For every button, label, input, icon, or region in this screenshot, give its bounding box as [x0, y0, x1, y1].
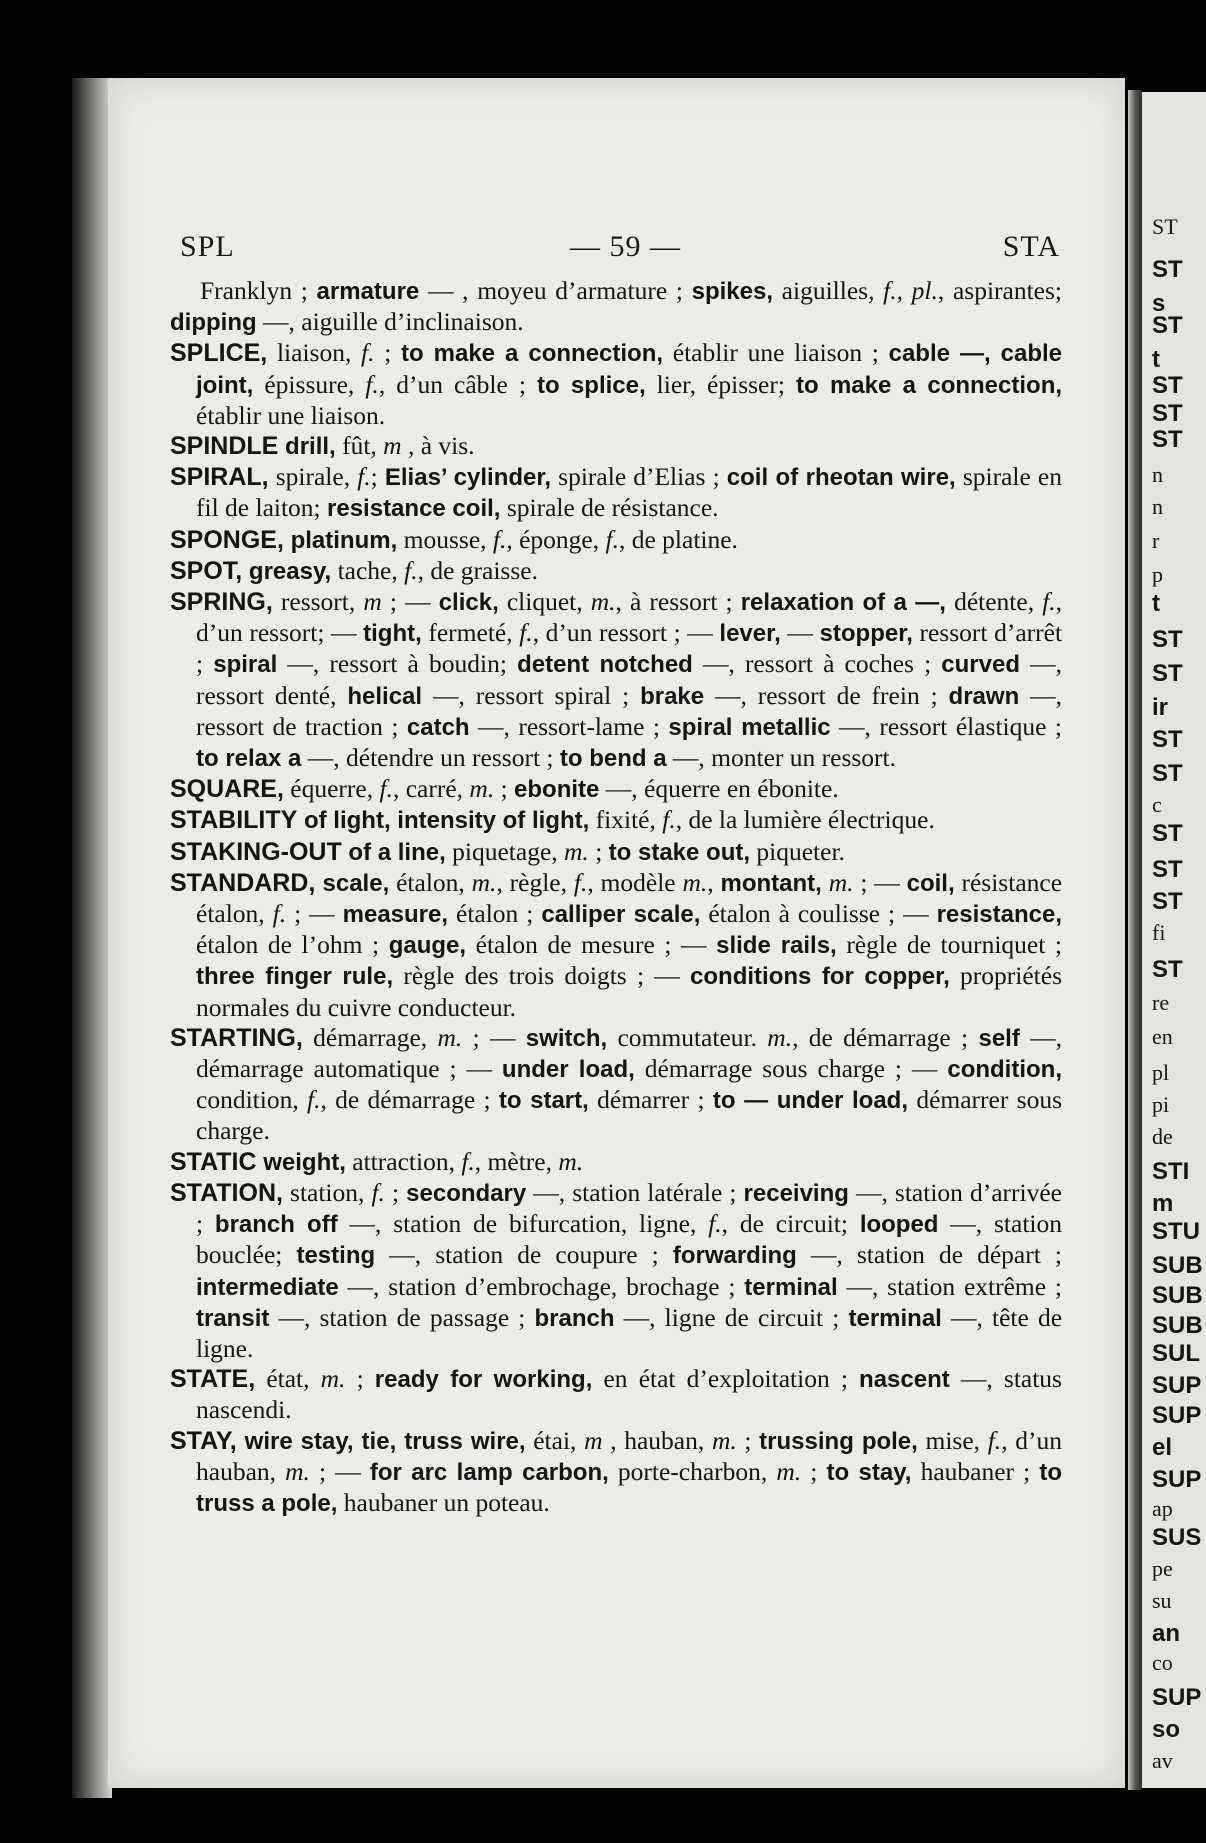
entry-text: ; [370, 462, 385, 492]
entry-gender: m [363, 587, 382, 617]
facing-page-fragment: fi [1152, 920, 1166, 945]
facing-page-fragment: ST [1152, 888, 1183, 915]
facing-page-fragment: SUP [1152, 1684, 1202, 1711]
entry-text: station, [282, 1177, 372, 1207]
entry-term: to splice, [536, 371, 646, 399]
entry-term: to relax a [196, 745, 302, 773]
entry-term: branch [534, 1304, 615, 1332]
dictionary-entry [170, 1147, 1062, 1178]
entry-text: —, monter un ressort. [666, 743, 897, 773]
entry-gender: m. [590, 587, 616, 617]
entry-term: terminal [848, 1304, 942, 1332]
entry-term: to make a connection, [795, 371, 1063, 399]
facing-page-fragment: p [1152, 562, 1163, 587]
entry-gender: m. [682, 867, 708, 897]
facing-page-fragment: ST [1152, 400, 1183, 427]
dictionary-entry [170, 431, 1062, 462]
entry-text: piquetage, [445, 836, 565, 866]
entry-text: lier, épisser; [645, 369, 796, 399]
entry-text: ; — [309, 1456, 370, 1486]
entry-text: —, ressort élastique ; [830, 711, 1063, 741]
entry-text: spirale de résistance. [500, 493, 719, 523]
entry-text: en état d’exploitation ; [592, 1364, 860, 1394]
entry-gender: f. [987, 1425, 1002, 1455]
entry-gender: f. [357, 462, 371, 492]
entry-text: ; — [462, 1022, 526, 1052]
entry-term: spikes, [691, 278, 773, 305]
entry-text: ; — [286, 899, 343, 929]
entry-headword: SQUARE, [170, 775, 284, 804]
entry-text: piqueter. [750, 836, 845, 866]
entry-headword: SPLICE, [170, 339, 268, 368]
entry-text: — , moyeu d’armature ; [419, 276, 692, 305]
entry-text: étalon de l’ohm ; [196, 930, 389, 960]
entry-text: étalon, [389, 867, 472, 897]
facing-page-fragment: pi [1152, 1092, 1170, 1117]
facing-page-fragment: ST [1152, 372, 1183, 399]
entry-text: étalon de mesure ; — [466, 930, 717, 960]
entry-gender: f. [272, 899, 287, 929]
facing-page-fragment: n [1152, 462, 1163, 487]
entry-text: ; — [381, 587, 439, 617]
entry-text: , de la lumière électrique. [675, 805, 935, 835]
facing-page-fragment: ST [1152, 256, 1183, 283]
entry-gender: m. [711, 1425, 737, 1455]
entry-text: —, ressort à coches ; [692, 649, 942, 679]
dictionary-entry [170, 1364, 1062, 1425]
entry-term: weight, [256, 1148, 346, 1176]
entry-headword: STANDARD, [170, 868, 316, 897]
entry-term: switch, [525, 1024, 608, 1052]
entry-text: mise, [917, 1425, 988, 1455]
entry-gender: f. [461, 1146, 475, 1176]
entry-text: fixité, [589, 805, 663, 835]
entry-text [822, 868, 829, 897]
entry-gender: f., pl. [883, 276, 938, 305]
dictionary-entries [170, 276, 1062, 1519]
entry-text: —, équerre en ébonite. [599, 774, 839, 804]
entry-text: règle de tourniquet ; [836, 930, 1062, 960]
facing-page-fragment: m [1152, 1190, 1174, 1217]
facing-page-fragment: pl [1152, 1060, 1170, 1085]
entry-text: mousse, [397, 524, 493, 554]
entry-text: condition, [196, 1085, 308, 1115]
facing-page-fragment: t [1152, 346, 1160, 373]
entry-text: détente, [945, 587, 1043, 617]
running-header [180, 230, 1060, 274]
entry-text: —, ressort-lame ; [469, 711, 669, 741]
facing-page-fragment: STI [1152, 1158, 1190, 1185]
entry-term: dipping [170, 309, 257, 337]
facing-page-fragment: an [1152, 1620, 1181, 1647]
entry-headword: STAKING-OUT [170, 837, 342, 866]
entry-text: , hauban, [602, 1425, 712, 1455]
entry-gender: f. [307, 1085, 321, 1115]
entry-term: for arc lamp carbon, [369, 1458, 609, 1486]
entry-headword: STAY, [170, 1426, 237, 1455]
entry-gender: f. [573, 867, 588, 897]
entry-text: ; [384, 1177, 407, 1207]
entry-term: cable —, cable joint, [196, 340, 1062, 399]
entry-gender: m. [776, 1456, 802, 1486]
facing-page-fragment: r [1152, 528, 1160, 553]
entry-gender: m. [320, 1364, 346, 1394]
entry-gender: f. [361, 338, 375, 368]
facing-page-fragment: t [1152, 590, 1160, 617]
entry-term: gauge, [388, 932, 467, 960]
entry-text: tache, [331, 555, 405, 585]
entry-text: établir une liaison ; [663, 338, 889, 368]
entry-text: —, tête de ligne. [196, 1302, 1063, 1363]
book-gutter [1128, 90, 1142, 1790]
entry-gender: m. [471, 867, 497, 897]
entry-term: catch [406, 713, 470, 741]
entry-text: haubaner un poteau. [337, 1487, 550, 1517]
entry-text: —, ressort denté, [196, 649, 1063, 710]
entry-headword: STARTING, [170, 1023, 303, 1052]
entry-text: , mètre, [474, 1146, 559, 1176]
facing-page-fragment: el [1152, 1434, 1173, 1461]
entry-gender: m. [285, 1456, 310, 1486]
facing-page-fragment: ST [1152, 956, 1183, 983]
entry-term: receiving [743, 1179, 849, 1207]
facing-page-fragment: SUS [1152, 1524, 1202, 1551]
facing-page-fragment: ST [1152, 626, 1183, 653]
entry-text: attraction, [345, 1146, 462, 1176]
entry-text: spirale, [268, 462, 358, 492]
entry-term: measure, [342, 901, 449, 929]
entry-term: nascent [859, 1366, 950, 1394]
entry-text: ; [736, 1425, 760, 1455]
dictionary-entry [170, 868, 1062, 1023]
entry-headword: SPRING, [170, 588, 273, 617]
entry-term: ebonite [514, 776, 600, 804]
entry-text: , carré, [392, 774, 470, 804]
dictionary-entry [170, 805, 1062, 836]
facing-page-fragment: av [1152, 1748, 1173, 1773]
facing-page-fragment: co [1152, 1650, 1173, 1675]
entry-text: épissure, [253, 369, 366, 399]
header-right-guide-word: STA [1002, 230, 1060, 263]
entry-text: étai, [525, 1425, 585, 1455]
facing-page-fragment: SUB [1152, 1282, 1203, 1309]
entry-text: , à vis. [401, 431, 475, 461]
facing-page-fragment: ST [1152, 214, 1178, 239]
entry-term: conditions for copper, [690, 963, 950, 991]
facing-page-fragment: su [1152, 1588, 1172, 1613]
entry-text: ressort d’arrêt ; [196, 618, 1063, 679]
entry-text: ressort, [272, 587, 364, 617]
entry-text: spirale d’Elias ; [551, 462, 727, 492]
facing-page-fragment: pe [1152, 1556, 1173, 1581]
entry-text: liaison, [267, 338, 362, 368]
entry-term: to stay, [826, 1458, 912, 1486]
entry-gender: m. [828, 867, 854, 897]
entry-term: platinum, [283, 526, 398, 554]
dictionary-entry [170, 556, 1062, 587]
facing-page-fragment: s [1152, 290, 1166, 317]
dictionary-entry [170, 1426, 1062, 1520]
entry-term: drawn [948, 682, 1020, 710]
entry-term: of light, intensity of light, [297, 807, 590, 835]
entry-term: armature [316, 278, 420, 305]
entry-text: , modèle [587, 867, 683, 897]
entry-text: —, station de passage ; [269, 1302, 535, 1332]
entry-text: —, ressort de traction ; [196, 680, 1062, 741]
entry-gender: f. [379, 774, 393, 804]
entry-term: relaxation of a —, [740, 589, 946, 617]
facing-page-fragment: ST [1152, 726, 1183, 753]
facing-page-fragment: so [1152, 1716, 1181, 1743]
entry-term: scale, [315, 869, 390, 897]
entry-text: fermeté, [421, 618, 520, 648]
entry-term: under load, [501, 1056, 635, 1084]
facing-page-fragment: ST [1152, 312, 1183, 339]
entry-term: to make a connection, [401, 340, 664, 368]
entry-term: helical [347, 682, 423, 710]
facing-page-fragment: en [1152, 1024, 1173, 1049]
facing-page-fragment: ir [1152, 694, 1169, 721]
entry-term: coil of rheotan wire, [726, 464, 956, 492]
entry-headword: SPINDLE [170, 432, 279, 461]
entry-text: , règle, [496, 867, 574, 897]
entry-term: resistance, [936, 901, 1062, 929]
entry-term: to truss a pole, [196, 1458, 1062, 1517]
entry-headword: SPONGE, [170, 525, 284, 554]
book-binding-shadow [72, 78, 112, 1798]
facing-page-fragment: SUP [1152, 1466, 1202, 1493]
facing-page-fragment: ST [1152, 426, 1183, 453]
entry-text: porte-charbon, [608, 1456, 777, 1486]
entry-term: resistance coil, [327, 495, 501, 523]
entry-text: cliquet, [498, 587, 591, 617]
facing-page-fragment: c [1152, 792, 1162, 817]
dictionary-entry [170, 1023, 1062, 1147]
header-left-guide-word: SPL [180, 230, 235, 263]
entry-gender: f. [404, 555, 418, 585]
entry-term: tight, [363, 620, 422, 648]
entry-text: aiguilles, [773, 276, 884, 305]
entry-gender: m. [558, 1146, 584, 1176]
entry-text: —, ressort à boudin; [277, 649, 518, 679]
entry-text: —, station extrême ; [837, 1271, 1062, 1301]
entry-term: Elias’ cylinder, [384, 464, 552, 492]
entry-term: of a line, [341, 838, 446, 866]
entry-text: , de circuit; [721, 1209, 860, 1239]
entry-term: to bend a [559, 745, 667, 773]
entry-gender: m [584, 1425, 603, 1455]
entry-headword: STATE, [170, 1365, 256, 1394]
entry-text: haubaner ; [911, 1456, 1040, 1486]
entry-text: , de graisse. [417, 555, 538, 585]
facing-page-fragment: ap [1152, 1496, 1173, 1521]
entry-text: —, station de coupure ; [375, 1240, 673, 1270]
entry-text: —, status nascendi. [196, 1364, 1062, 1425]
entry-text: , d’un câble ; [378, 369, 537, 399]
entry-term: condition, [947, 1056, 1062, 1084]
entry-term: brake [640, 682, 705, 710]
entry-term: detent notched [517, 651, 693, 679]
facing-page-fragment: STU [1152, 1218, 1200, 1245]
entry-gender: m. [767, 1022, 793, 1052]
entry-headword: STATIC [170, 1147, 257, 1176]
entry-text: —, station d’embrochage, brochage ; [338, 1271, 745, 1301]
entry-text: —, ligne de circuit ; [614, 1302, 849, 1332]
dictionary-entry [170, 462, 1062, 524]
entry-headword: STABILITY [170, 806, 298, 835]
entry-term: ready for working, [374, 1366, 593, 1394]
entry-text: , d’un ressort ; — [532, 618, 720, 648]
entry-gender: m. [469, 774, 495, 804]
entry-term: terminal [744, 1273, 838, 1301]
entry-text: ; [345, 1364, 375, 1394]
entry-text: démarrer ; [588, 1085, 713, 1115]
entry-text: —, aiguille d’inclinaison. [256, 307, 524, 337]
entry-gender: f. [708, 1209, 722, 1239]
entry-term: slide rails, [716, 932, 837, 960]
entry-term: stopper, [819, 620, 913, 648]
entry-text: règle des trois doigts ; — [393, 961, 691, 991]
entry-term: drill, [278, 433, 336, 461]
entry-term: trussing pole, [759, 1427, 918, 1455]
entry-gender: m. [437, 1022, 463, 1052]
entry-text: équerre, [283, 774, 380, 804]
entry-term: greasy, [242, 557, 332, 585]
facing-page [1142, 92, 1206, 1788]
entry-term: testing [296, 1242, 376, 1270]
entry-text: état, [255, 1364, 321, 1394]
entry-text: —, station de bifurcation, ligne, [337, 1209, 709, 1239]
entry-text: —, détendre un ressort ; [301, 743, 560, 773]
entry-gender: f. [1042, 587, 1056, 617]
entry-gender: f. [519, 618, 533, 648]
entry-term: spiral metallic [668, 713, 831, 741]
entry-term: intermediate [196, 1273, 339, 1301]
entry-text: —, station de départ ; [796, 1240, 1063, 1270]
entry-text: , d’un hauban, [196, 1425, 1062, 1486]
entry-text: —, station bouclée; [196, 1209, 1062, 1270]
facing-page-fragment: de [1152, 1124, 1173, 1149]
entry-text: —, ressort spiral ; [422, 680, 641, 710]
entry-text: —, démarrage automatique ; — [196, 1022, 1063, 1084]
facing-page-fragment: SUP [1152, 1402, 1202, 1429]
entry-gender: f. [492, 524, 507, 554]
entry-text: ; [588, 836, 609, 866]
facing-page-fragment: ST [1152, 660, 1183, 687]
entry-term: three finger rule, [196, 963, 394, 991]
facing-page-fragment: SUB [1152, 1252, 1203, 1279]
entry-text: , aspirantes; [937, 276, 1062, 305]
entry-text: , éponge, [506, 524, 606, 554]
facing-page-fragment: SUB [1152, 1312, 1203, 1339]
entry-term: click, [438, 589, 499, 617]
entry-term: spiral [213, 651, 278, 679]
entry-gender: f. [605, 524, 619, 554]
facing-page-fragment: n [1152, 494, 1163, 519]
dictionary-entry [170, 338, 1062, 431]
entry-text: ; [801, 1456, 827, 1486]
page-number: — 59 — [570, 230, 681, 263]
entry-text: —, ressort de frein ; [704, 680, 949, 710]
entry-text: , de démarrage ; [792, 1022, 979, 1052]
entry-term: branch off [214, 1211, 338, 1239]
entry-text: , de démarrage ; [320, 1085, 499, 1115]
entry-headword: SPIRAL, [170, 463, 269, 492]
entry-term: to — under load, [712, 1087, 908, 1115]
entry-term: wire stay, tie, truss wire, [236, 1427, 526, 1455]
entry-text: , [707, 867, 721, 897]
dictionary-entry [170, 774, 1062, 805]
facing-page-fragment: SUL [1152, 1340, 1200, 1367]
entry-text: ; — [853, 867, 907, 897]
entry-term: coil, [906, 869, 955, 897]
dictionary-entry [170, 276, 1062, 338]
entry-text: démarrage, [302, 1022, 438, 1052]
entry-term: lever, [719, 620, 781, 648]
entry-text: ; [494, 774, 515, 804]
entry-text: propriétés normales du cuivre conducteur. [196, 961, 1063, 1022]
entry-term: curved [941, 651, 1020, 679]
entry-gender: m [383, 431, 402, 461]
entry-text: Franklyn ; [200, 276, 317, 305]
entry-term: transit [196, 1304, 270, 1332]
facing-page-fragment: re [1152, 990, 1170, 1015]
entry-gender: f. [662, 805, 676, 835]
entry-text: — [780, 618, 820, 648]
entry-term: calliper scale, [541, 901, 701, 929]
entry-headword: STATION, [170, 1178, 283, 1207]
entry-text: commutateur. [607, 1022, 768, 1052]
entry-text: fût, [335, 431, 384, 461]
entry-text: démarrer sous charge. [196, 1085, 1062, 1146]
entry-text: démarrage sous charge ; — [634, 1054, 948, 1084]
entry-term: secondary [406, 1179, 527, 1207]
entry-text: établir une liaison. [196, 400, 386, 430]
entry-headword: SPOT, [170, 556, 243, 585]
dictionary-entry [170, 837, 1062, 868]
entry-text: , à ressort ; [615, 587, 741, 617]
entry-text: étalon ; [448, 899, 542, 929]
entry-text: résistance étalon, [196, 867, 1063, 929]
entry-term: to stake out, [608, 838, 751, 866]
dictionary-entry [170, 587, 1062, 774]
facing-page-fragment: SUP [1152, 1372, 1202, 1399]
entry-term: self [978, 1024, 1020, 1052]
dictionary-entry [170, 1178, 1062, 1364]
entry-term: montant, [720, 869, 822, 897]
entry-gender: f. [371, 1177, 385, 1207]
entry-term: to start, [498, 1087, 589, 1115]
entry-text: , de platine. [618, 524, 738, 554]
entry-gender: m. [564, 836, 589, 866]
facing-page-fragment: ST [1152, 856, 1183, 883]
facing-page-fragment: ST [1152, 820, 1183, 847]
facing-page-fragment: ST [1152, 760, 1183, 787]
entry-text: spirale en fil de laiton; [196, 462, 1062, 523]
entry-text: —, station latérale ; [526, 1177, 744, 1207]
entry-gender: f. [365, 369, 379, 399]
entry-text: étalon à coulisse ; — [700, 899, 937, 929]
entry-text: , d’un ressort; — [196, 587, 1063, 648]
entry-text: —, station d’arrivée ; [196, 1177, 1063, 1239]
entry-term: forwarding [672, 1242, 797, 1270]
entry-text: ; [374, 338, 401, 368]
entry-term: looped [859, 1211, 939, 1239]
dictionary-entry [170, 525, 1062, 556]
